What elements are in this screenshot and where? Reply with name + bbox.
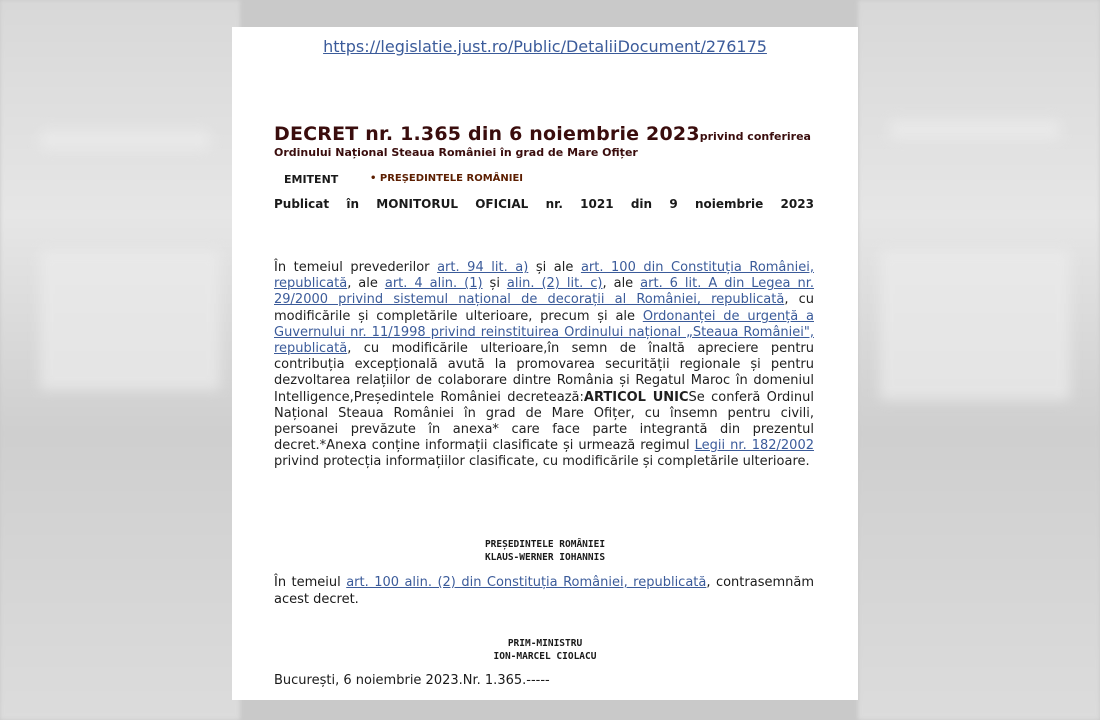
law-reference-link[interactable]: art. 100 alin. (2) din Constituția României, republicată [346,575,707,590]
body-text: , cu modificările ulterioare,în semn de înaltă apreciere pentru contribuția excepțională avută la promovarea securității regionale și pentru dezvoltarea relațiilor de colaborare dintre România și Regatul Maroc în domeniul Intelligence,Președintele României decretează: [274,341,814,405]
publication-word: 2023 [780,197,814,211]
body-text: și [482,276,507,292]
publication-word: noiembrie [694,197,764,211]
decree-subtitle-a: privind conferirea [699,130,811,143]
law-reference-link[interactable]: alin. (2) lit. c) [506,276,603,292]
body-text: În temeiul prevederilor [274,260,438,275]
publication-word: MONITORUL [376,197,458,211]
law-reference-link[interactable]: art. 6 lit. A din Legea nr. 29/2000 privind sistemul național de decorații al României, republicată [274,276,815,308]
article-heading: ARTICOL UNIC [583,389,689,405]
signatory-role: PREȘEDINTELE ROMÂNIEI [484,539,606,550]
body-text: , ale [602,276,641,292]
president-signature [232,538,858,564]
signatory-name: ION-MARCEL CIOLACU [493,651,597,662]
body-text: , cu modificările și completările ulterioare, precum și ale [274,292,814,324]
decree-heading [274,123,834,159]
body-text: și ale [528,260,581,275]
publication-word: Publicat [274,197,330,211]
decree-title: DECRET nr. 1.365 din 6 noiembrie 2023 [274,123,700,145]
decree-body [274,260,814,471]
emitent-value: • PREȘEDINTELE ROMÂNIEI [370,173,524,184]
publication-word: din [630,197,653,211]
law-reference-link[interactable]: Ordonanței de urgență a Guvernului nr. 11/1998 privind reinstituirea Ordinului național „Steaua României", republicată [274,308,814,357]
publication-word: OFICIAL [475,197,529,211]
publication-word: nr. [545,197,563,211]
publication-word: 9 [669,197,678,211]
prime-minister-signature [232,637,858,663]
publication-line [274,197,814,211]
document-page [232,27,858,700]
blurred-background-block [40,250,220,390]
publication-word: în [346,197,360,211]
body-text: Se conferă Ordinul Național Steaua României în grad de Mare Ofițer, cu însemn pentru civili, persoanei prevăzute în anexa* care face parte integrantă din prezentul decret.*Anexa conține informații clasificate și urmează regimul [274,389,814,454]
law-reference-link[interactable]: art. 94 lit. a) [437,260,529,275]
body-text: privind protecția informațiilor clasificate, cu modificările și completările ulterioare. [274,454,810,470]
countersign-paragraph [274,574,814,608]
source-url-link[interactable]: https://legislatie.just.ro/Public/DetaliiDocument/276175 [323,37,767,56]
blurred-background-block [880,250,1070,400]
blurred-background-block [890,120,1060,140]
body-text: În temeiul [274,575,347,590]
publication-word: 1021 [580,197,614,211]
date-and-number-footer: București, 6 noiembrie 2023.Nr. 1.365.----- [274,673,550,688]
body-text: , contrasemnăm acest decret. [274,575,815,607]
body-text: , ale [347,276,385,292]
blurred-background-block [40,130,210,150]
law-reference-link[interactable]: Legii nr. 182/2002 [694,438,814,454]
emitent-label: EMITENT [284,173,339,186]
signatory-role: PRIM-MINISTRU [507,638,583,649]
law-reference-link[interactable]: art. 4 alin. (1) [384,276,483,292]
signatory-name: KLAUS-WERNER IOHANNIS [484,552,606,563]
law-reference-link[interactable]: art. 100 din Constituția României, republicată [274,260,814,292]
decree-subtitle-b: Ordinului Național Steaua României în grad de Mare Ofițer [274,146,638,159]
